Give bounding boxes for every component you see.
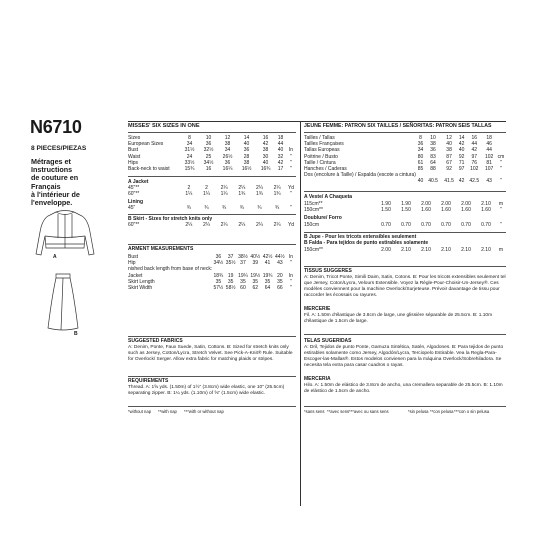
row-label: Skirt Length xyxy=(128,278,155,285)
row-label: Hip xyxy=(128,260,136,267)
cell-value: 44 xyxy=(277,141,284,148)
row-label: 150cm** xyxy=(304,247,323,253)
pieces-count: 8 PIECES/PIEZAS xyxy=(31,145,87,152)
cell-value: 37 xyxy=(240,260,246,267)
cell-value: 36 xyxy=(215,254,222,260)
cell-value: 64 xyxy=(430,159,436,166)
mercerie-text: Fil. A: 1.50m d'élastique de 3.8cm de large, une glissière séparable de 25.5cm. B: 1.10m d'élastique de 1.5cm de large. xyxy=(304,313,493,324)
cell-value: 32 xyxy=(277,153,284,160)
cell-value: ¾ xyxy=(222,205,227,211)
cell-value: 0.70 xyxy=(461,222,471,228)
cell-value: 2¼ xyxy=(273,222,281,228)
cell-value: 40 xyxy=(262,159,269,166)
rule xyxy=(304,191,506,192)
cell-value: 1.50 xyxy=(401,207,411,214)
cell-value: 85 xyxy=(417,166,424,173)
cell-value: " xyxy=(290,153,292,160)
french-line: Instructions xyxy=(31,165,73,175)
cell-value: 40 xyxy=(458,147,465,154)
cell-value: 0.70 xyxy=(381,222,391,228)
spanish-skirt-table xyxy=(304,247,506,253)
telas-text: A: Dril, Tejidos de punto Ponte, Gamuza Sintética, Satén, Algodones. B: Para tejidos de punto estirables solamente como Jersey, Algodón/Lycra, Terciopelo Estirable. Vea la Regla-Para-Escoger-las-Mallas®. Estos modelos convienen para la máquina Overlock/Sobrehiladora. Se necesita tela extra para casar cuadros o rayas. xyxy=(304,345,504,368)
cell-value: 2.10 xyxy=(481,247,491,253)
top-border xyxy=(128,121,506,122)
cell-value: 60 xyxy=(240,285,246,292)
cell-value: 2¼ xyxy=(273,185,281,191)
rule xyxy=(128,336,296,337)
row-label: 60"** xyxy=(128,222,140,228)
veste-heading: A Veste/ A Chaqueta xyxy=(304,194,353,200)
pattern-number: N6710 xyxy=(30,117,82,137)
french-instructions-note xyxy=(31,158,80,207)
row-label: Bust xyxy=(128,254,139,260)
table-row xyxy=(128,166,296,172)
cell-value: 36 xyxy=(430,147,436,154)
cell-value: In xyxy=(288,272,294,279)
cell-value: 2¼ xyxy=(238,222,246,228)
row-label: Tailles Françaises xyxy=(304,141,344,148)
row-label: Hips xyxy=(128,159,139,166)
cell-value: ¾ xyxy=(204,205,209,211)
cell-value: 35 xyxy=(240,278,246,285)
cell-value: 76 xyxy=(471,159,478,166)
cell-value: 2 xyxy=(187,185,191,191)
row-label: Hanches / Caderas xyxy=(304,166,347,173)
cell-value: " xyxy=(290,159,292,166)
cell-value: 17 xyxy=(277,166,284,173)
cell-value: " xyxy=(500,178,502,185)
cell-value: 2.10 xyxy=(481,201,491,207)
cell-value: 1¼ xyxy=(203,191,210,198)
cell-value: 2¼ xyxy=(238,185,246,191)
french-line: l'enveloppe. xyxy=(31,198,73,208)
cell-value: 2¼ xyxy=(220,185,228,191)
cell-value: 40.5 xyxy=(428,178,438,185)
cell-value: 24 xyxy=(186,153,193,160)
cell-value: 2 xyxy=(205,185,208,191)
cell-value: 88 xyxy=(430,166,436,173)
cell-value: 2.00 xyxy=(381,247,391,253)
cell-value: 38 xyxy=(243,159,250,166)
cell-value: 20 xyxy=(277,272,283,279)
row-label: 115cm** xyxy=(304,201,323,207)
skirt-heading: B Skirt - Sizes for stretch knits only xyxy=(128,216,213,222)
row-label: Tailles / Tallas xyxy=(304,135,335,141)
cell-value: 34 xyxy=(186,141,193,148)
cell-value: 26½ xyxy=(222,153,233,160)
cell-value: 19¾ xyxy=(262,272,273,279)
table-row xyxy=(128,205,296,211)
cell-value: 0.70 xyxy=(401,222,411,228)
cell-value: m xyxy=(498,247,504,253)
cell-value: 16½ xyxy=(241,166,252,173)
rule xyxy=(128,406,296,407)
cell-value: " xyxy=(290,205,292,211)
french-line: à l'intérieur de xyxy=(31,189,80,199)
cell-value: 2.00 xyxy=(461,201,471,207)
tissus-text: A: Denim, Tricot Ponte, Simili Daim, Satin, Cotons. B: Pour les tricots extensibles seulement tel que Jersey, Coton/Lycra, Velours Extensible. Voyez la Règle-Pour-Choisir-Un-Jersey®. Ces modèles conviennent pour la machine Overlock/Surjeteuse. Prévoir davantage de tissu pour raccorder les écossais ou rayures. xyxy=(304,275,506,298)
suggested-fabrics-heading: SUGGESTED FABRICS xyxy=(128,338,183,344)
cell-value: " xyxy=(500,207,502,214)
cell-value: 12 xyxy=(446,135,452,141)
merceria-heading: MERCERIA xyxy=(304,376,331,382)
cell-value: 2.10 xyxy=(461,247,471,253)
row-label: Dos (encolure à Taille) / Espalda (escote a cintura) xyxy=(304,172,416,179)
cell-value: 1¾ xyxy=(238,191,246,198)
table-row xyxy=(304,247,506,253)
rule xyxy=(128,376,296,377)
view-label-b: B xyxy=(74,331,78,337)
row-label: European Sizes xyxy=(128,141,164,148)
cell-value: 40 xyxy=(277,147,284,154)
cell-value: 35 xyxy=(227,278,234,285)
footnote: ***avec ou sans sens xyxy=(349,409,389,414)
cell-value: 34½ xyxy=(213,260,224,267)
cell-value: 64 xyxy=(264,285,271,292)
jacket-illustration xyxy=(30,208,100,268)
skirt-illustration xyxy=(44,272,84,334)
cell-value: ¾ xyxy=(186,205,191,211)
cell-value: 18 xyxy=(277,135,284,141)
rule xyxy=(304,232,506,233)
footnote: **con pelusa xyxy=(430,409,454,414)
cell-value: Yd xyxy=(287,222,295,228)
cell-value: 2¼ xyxy=(255,222,263,228)
cell-value: 83 xyxy=(430,153,436,160)
cell-value: 46 xyxy=(486,141,492,148)
cell-value: 34 xyxy=(417,147,424,154)
cell-value: 41 xyxy=(264,260,271,267)
cell-value: cm xyxy=(497,153,505,160)
english-jacket-table xyxy=(128,185,296,197)
cell-value: 42.5 xyxy=(469,178,480,185)
footnote: ***con o sin pelusa xyxy=(454,409,490,414)
cell-value: 40½ xyxy=(250,254,261,260)
row-label: Jacket xyxy=(128,272,143,279)
cell-value: 80 xyxy=(417,153,424,160)
cell-value: 35 xyxy=(277,278,283,285)
cell-value: 32½ xyxy=(203,147,214,154)
cell-value: 42 xyxy=(458,141,465,148)
jacket-heading: A Jacket xyxy=(128,179,149,185)
cell-value: 92 xyxy=(446,166,452,173)
cell-value: " xyxy=(500,159,502,166)
cell-value: 57½ xyxy=(213,285,224,292)
cell-value: 42 xyxy=(262,141,269,148)
row-label: 150cm xyxy=(304,222,320,228)
cell-value: 102 xyxy=(484,153,494,160)
french-line: Métrages et xyxy=(31,157,71,166)
cell-value: 35 xyxy=(215,278,222,285)
footnote: *sin pelusa xyxy=(408,409,429,414)
cell-value: 1¾ xyxy=(273,191,281,198)
tissus-heading: TISSUS SUGGERES xyxy=(304,268,352,274)
table-row xyxy=(128,222,296,228)
rule xyxy=(304,266,506,267)
cell-value: 40 xyxy=(417,178,424,185)
garment-heading: ARMENT MEASUREMENTS xyxy=(128,246,194,252)
cell-value: 71 xyxy=(458,159,465,166)
cell-value: ¾ xyxy=(239,205,244,211)
cell-value: 1.90 xyxy=(381,201,391,207)
row-label: 45"** xyxy=(128,185,140,191)
cell-value: 0.70 xyxy=(421,222,431,228)
cell-value: In xyxy=(288,254,294,260)
cell-value: " xyxy=(500,166,502,173)
cell-value: In xyxy=(288,147,294,154)
cell-value: 61 xyxy=(417,159,424,166)
cell-value: 102 xyxy=(470,166,479,173)
cell-value: ¾ xyxy=(275,205,280,211)
cell-value: 36 xyxy=(417,141,424,148)
cell-value: 35 xyxy=(264,278,271,285)
cell-value: 10 xyxy=(205,135,212,141)
cell-value: 1.50 xyxy=(381,207,391,214)
rule xyxy=(128,244,296,245)
cell-value: 41.5 xyxy=(444,178,454,185)
row-label: 60"** xyxy=(128,191,140,198)
cell-value: 97 xyxy=(471,153,478,160)
row-label: Sizes xyxy=(128,135,141,141)
cell-value: ¾ xyxy=(257,205,262,211)
cell-value: 16 xyxy=(471,135,478,141)
cell-value: 1¼ xyxy=(185,191,193,198)
cell-value: 42 xyxy=(277,159,284,166)
cell-value: 2.00 xyxy=(421,201,431,207)
cell-value: 18¾ xyxy=(213,272,224,279)
cell-value: 2.10 xyxy=(421,247,431,253)
rule xyxy=(304,132,506,133)
cell-value: 19¼ xyxy=(238,272,248,279)
cell-value: 43 xyxy=(486,178,492,185)
cell-value: 38½ xyxy=(238,254,248,260)
french-line: Français xyxy=(31,181,61,191)
cell-value: 38 xyxy=(262,147,269,154)
cell-value: 1.60 xyxy=(481,207,491,214)
cell-value: 44 xyxy=(486,147,492,154)
cell-value: 28 xyxy=(243,153,250,160)
suggested-fabrics-text: A: Denim, Ponte, Faux Suede, Satin, Cottons. B: Sized for stretch knits only such as Jersey, Cotton/Lycra, Stretch Velvet. See Pick-A-Knit® Rule. Suitable for Overlock/ Serger. Allow extra fabric for matching plaids or stripes. xyxy=(128,345,293,362)
row-label: Bust xyxy=(128,147,139,154)
merceria-text: Hilo. A: 1.50m de elástico de 3.8cm de ancho, una cremallera separable de 25.5cm. B: 1.10m de elástico de 1.5cm de ancho. xyxy=(304,383,503,394)
cell-value: 16¼ xyxy=(222,166,233,173)
cell-value: 16 xyxy=(205,166,212,173)
cell-value: 2¼ xyxy=(255,185,263,191)
cell-value: 40 xyxy=(446,141,452,148)
cell-value: 38 xyxy=(430,141,436,148)
cell-value: 44½ xyxy=(274,254,285,260)
cell-value: 66 xyxy=(277,285,283,292)
footnote: **with nap xyxy=(158,409,177,414)
row-label: Taille / Cintura xyxy=(304,159,336,166)
table-row xyxy=(304,222,506,228)
cell-value: 8 xyxy=(419,135,422,141)
cell-value: 97 xyxy=(458,166,465,173)
cell-value: 62 xyxy=(252,285,259,292)
cell-value: 38 xyxy=(224,141,231,148)
requirements-heading: REQUIREMENTS xyxy=(128,378,169,384)
cell-value: 0.70 xyxy=(441,222,451,228)
english-garment-table xyxy=(128,254,296,291)
falda-heading: B Falda - Para tejidos de punto estirables solamente xyxy=(304,240,429,246)
cell-value: 1.90 xyxy=(401,201,411,207)
cell-value: 33½ xyxy=(184,159,195,166)
spanish-lining-table xyxy=(304,222,506,228)
row-label: Waist xyxy=(128,153,141,160)
cell-value: " xyxy=(290,166,292,173)
cell-value: 67 xyxy=(446,159,452,166)
english-skirt-table xyxy=(128,222,296,228)
french-line: de couture en xyxy=(31,173,79,183)
table-row xyxy=(304,178,506,184)
mercerie-heading: MERCERIE xyxy=(304,306,331,312)
cell-value: 16¾ xyxy=(260,166,271,173)
english-title: MISSES' SIX SIZES IN ONE xyxy=(128,123,200,129)
spanish-title: JEUNE FEMME: PATRON SIX TAILLES / SEÑORITAS: PATRON SEIS TALLAS xyxy=(304,123,492,129)
spanish-jacket-table xyxy=(304,201,506,213)
row-label: Poitrine / Busto xyxy=(304,153,338,160)
cell-value: 2.10 xyxy=(441,247,451,253)
cell-value: 12 xyxy=(224,135,231,141)
cell-value: 42 xyxy=(458,178,465,185)
footnote: **avec sens xyxy=(327,409,350,414)
cell-value: 42 xyxy=(471,147,478,154)
cell-value: 42½ xyxy=(262,254,273,260)
english-lining-table xyxy=(128,205,296,211)
cell-value: 2.10 xyxy=(401,247,411,253)
rule xyxy=(128,176,296,177)
cell-value: 43 xyxy=(277,260,283,267)
cell-value: 2.00 xyxy=(441,201,451,207)
cell-value: m xyxy=(498,201,504,207)
cell-value: 36 xyxy=(224,159,231,166)
table-row xyxy=(304,207,506,213)
footnote: *sans sens xyxy=(304,409,325,414)
cell-value: 2¼ xyxy=(185,222,193,228)
cell-value: 1.60 xyxy=(461,207,471,214)
jupe-heading: B Jupe - Pour les tricots extensibles seulement xyxy=(304,234,417,240)
cell-value: Yd xyxy=(287,185,295,191)
row-label: Back-neck to waist xyxy=(128,166,170,173)
cell-value: 92 xyxy=(458,153,465,160)
cell-value: 8 xyxy=(188,135,191,141)
rule xyxy=(304,406,506,407)
cell-value: 31½ xyxy=(184,147,195,154)
cell-value: 36 xyxy=(243,147,250,154)
cell-value: 18 xyxy=(486,135,492,141)
cell-value: " xyxy=(290,260,292,267)
doublure-heading: Doublure/ Forro xyxy=(304,215,342,221)
cell-value: 19 xyxy=(227,272,234,279)
rule xyxy=(128,132,296,133)
cell-value: 36 xyxy=(205,141,212,148)
cell-value: 1.60 xyxy=(441,207,451,214)
rule xyxy=(304,334,506,335)
cell-value: 40 xyxy=(243,141,250,148)
lining-heading: Lining xyxy=(128,199,143,205)
cell-value: 1.60 xyxy=(421,207,431,214)
cell-value: 35½ xyxy=(225,260,236,267)
table-row xyxy=(128,191,296,197)
cell-value: " xyxy=(290,278,292,285)
cell-value: " xyxy=(500,222,502,228)
cell-value: 19½ xyxy=(250,272,261,279)
row-label: 45" xyxy=(128,205,136,211)
table-row xyxy=(128,285,296,291)
telas-heading: TELAS SUGERIDAS xyxy=(304,338,352,344)
cell-value: 0.70 xyxy=(481,222,491,228)
cell-value: " xyxy=(290,191,292,198)
row-label: 150cm** xyxy=(304,207,323,214)
cell-value: 14 xyxy=(458,135,465,141)
row-label xyxy=(304,178,416,184)
row-label: nished back length from base of neck: xyxy=(128,266,213,273)
cell-value: 87 xyxy=(446,153,452,160)
english-size-table xyxy=(128,135,296,172)
cell-value: 44 xyxy=(471,141,478,148)
cell-value: 107 xyxy=(484,166,494,173)
cell-value: 15¾ xyxy=(184,166,195,173)
cell-value: 2¼ xyxy=(203,222,210,228)
cell-value: 30 xyxy=(262,153,269,160)
cell-value: 1¼ xyxy=(220,191,228,198)
cell-value: 2¼ xyxy=(220,222,228,228)
requirements-text: Thread. A: 1⅝ yds. (1.50m) of 1½" (3.8cm) wide elastic, one 10" (25.5cm) separating zipper. B: 1¼ yds. (1.10m) of ⅝" (1.5cm) wide elastic. xyxy=(128,385,285,396)
center-divider xyxy=(300,121,301,506)
cell-value: 10 xyxy=(430,135,436,141)
cell-value: " xyxy=(290,285,292,292)
row-label: Skirt Width xyxy=(128,285,153,292)
cell-value: 38 xyxy=(446,147,452,154)
view-label-a: A xyxy=(53,254,57,260)
cell-value: 25 xyxy=(205,153,212,160)
cell-value: 14 xyxy=(243,135,250,141)
cell-value: 34 xyxy=(224,147,231,154)
cell-value: 39 xyxy=(252,260,259,267)
footnote: ***with or without nap xyxy=(184,409,224,414)
footnote: *without nap xyxy=(128,409,152,414)
cell-value: 34½ xyxy=(203,159,214,166)
row-label: Tallas Europeas xyxy=(304,147,340,154)
cell-value: 37 xyxy=(227,254,234,260)
cell-value: 58½ xyxy=(225,285,236,292)
cell-value: 81 xyxy=(486,159,492,166)
cell-value: 1¾ xyxy=(255,191,263,198)
spanish-size-table xyxy=(304,135,506,185)
cell-value: 35 xyxy=(252,278,259,285)
cell-value: 16 xyxy=(262,135,269,141)
rule xyxy=(128,214,296,215)
